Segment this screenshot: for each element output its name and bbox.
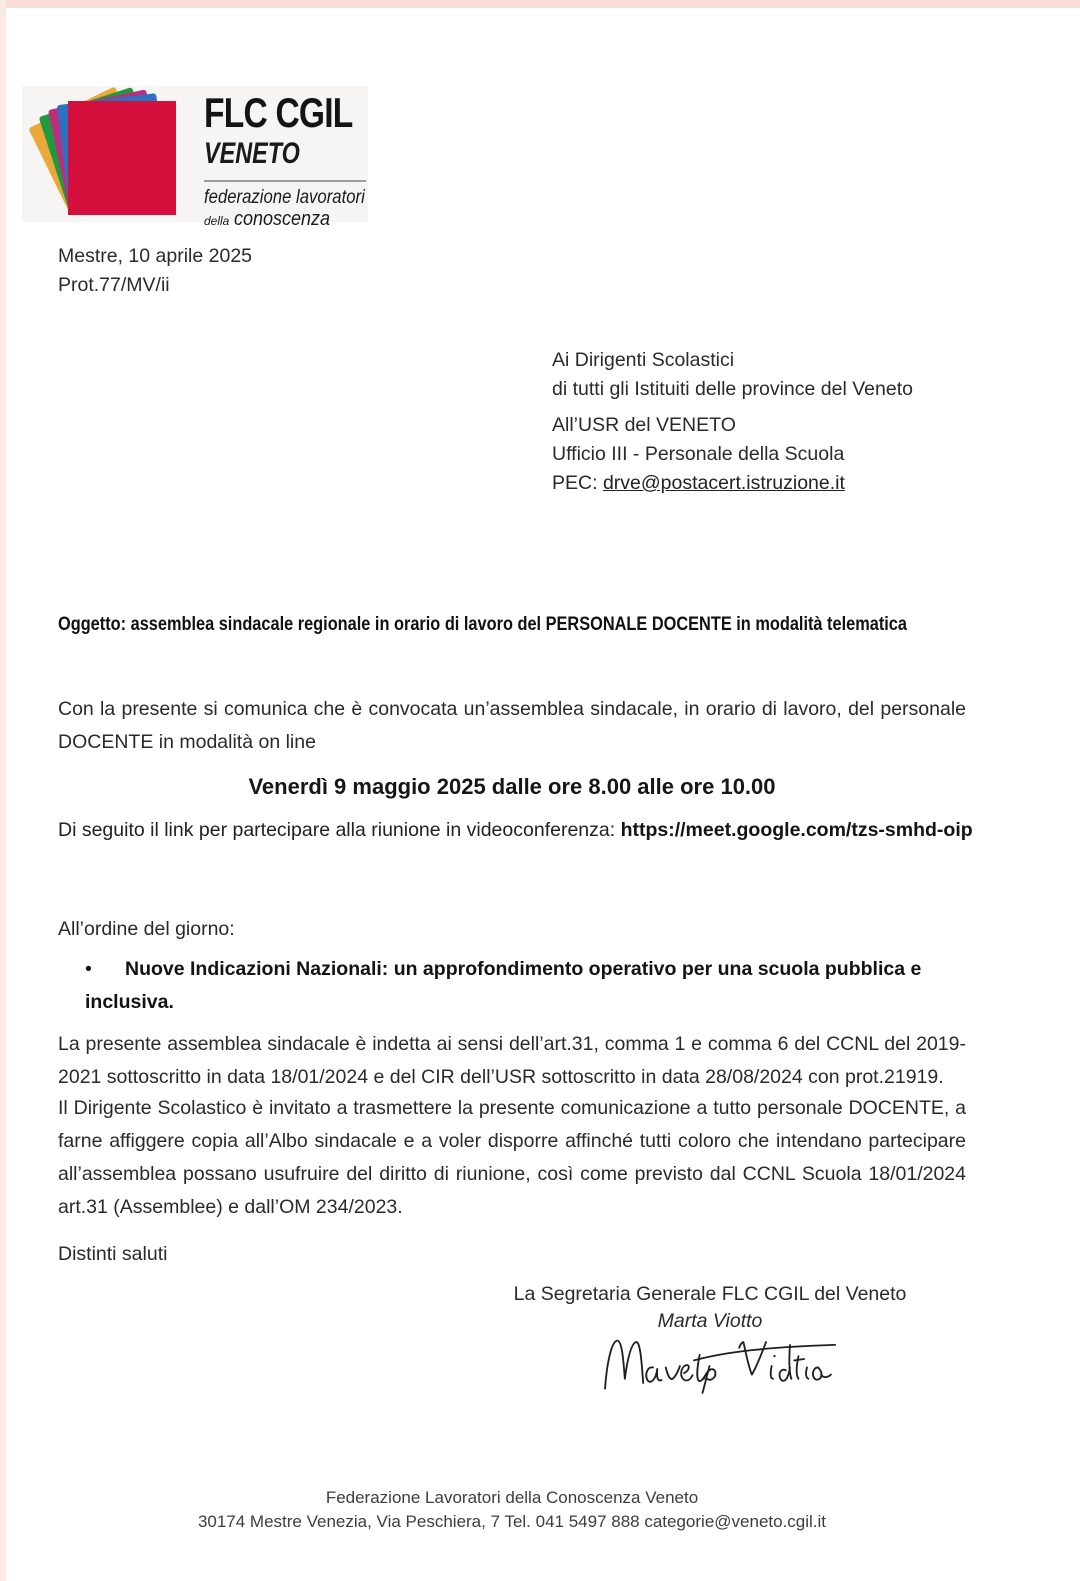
scan-edge-top — [0, 0, 1080, 8]
recipient-line: di tutti gli Istituiti delle province del Veneto — [552, 378, 913, 400]
event-datetime-line: Venerdì 9 maggio 2025 dalle ore 8.00 alle ore 10.00 — [248, 774, 776, 799]
logo-region-name: VENETO — [204, 137, 300, 170]
recipient-pec-line — [552, 469, 913, 498]
logo-subtitle-line1: federazione lavoratori — [204, 187, 365, 208]
bullet-marker: • — [85, 958, 92, 980]
subject-line: Oggetto: assemblea sindacale regionale in orario di lavoro del PERSONALE DOCENTE in modalità telematica — [58, 614, 907, 635]
pec-label: PEC: — [552, 472, 603, 494]
signer-name: Marta Viotto — [657, 1310, 763, 1332]
recipient-line: All’USR del VENETO — [552, 414, 736, 436]
scan-edge-left — [0, 0, 6, 1581]
date-protocol-block — [58, 242, 252, 300]
protocol-number: Prot.77/MV/ii — [58, 274, 170, 296]
meet-link[interactable]: https://meet.google.com/tzs-smhd-oip — [620, 819, 973, 841]
videoconference-link-line — [58, 814, 1018, 847]
link-label: Di seguito il link per partecipare alla riunione in videoconferenza: — [58, 819, 621, 841]
logo-separator-line — [204, 180, 366, 182]
logo-org-name: FLC CGIL — [204, 89, 353, 136]
logo-pages-fan-icon — [22, 86, 182, 222]
flc-cgil-logo — [22, 86, 368, 230]
agenda-bullet-text: Nuove Indicazioni Nazionali: un approfondimento operativo per una scuola pubblica e inclusiva. — [85, 958, 922, 1013]
legal-paragraph-1: La presente assemblea sindacale è indetta ai sensi dell’art.31, comma 1 e comma 6 del CCNL del 2019-2021 sottoscritto in data 18/01/2024 e del CIR dell’USR sottoscritto in data 28/08/2024 con prot.21919. — [58, 1033, 966, 1088]
logo-subtitle-line2: della conoscenza — [204, 208, 330, 230]
signer-role: La Segretaria Generale FLC CGIL del Veneto — [513, 1283, 907, 1305]
closing-salutation: Distinti saluti — [58, 1243, 168, 1265]
legal-paragraph-2: Il Dirigente Scolastico è invitato a trasmettere la presente comunicazione a tutto personale DOCENTE, a farne affiggere copia all’Albo sindacale e a voler disporre affinché tutti coloro che intendano partecipare all’assemblea possano usufruire del diritto di riunione, così come previsto dal CCNL Scuola 18/01/2024 art.31 (Assemblee) e dall’OM 234/2023. — [58, 1097, 966, 1218]
recipient-line: Ai Dirigenti Scolastici — [552, 349, 735, 371]
pec-email-link[interactable]: drve@postacert.istruzione.it — [602, 472, 845, 494]
footer-org-line: Federazione Lavoratori della Conoscenza Veneto — [325, 1488, 699, 1507]
place-date: Mestre, 10 aprile 2025 — [58, 245, 253, 267]
footer-address-line: 30174 Mestre Venezia, Via Peschiera, 7 Tel. 041 5497 888 categorie@veneto.cgil.it — [197, 1512, 827, 1531]
recipient-line: Ufficio III - Personale della Scuola — [552, 443, 845, 465]
agenda-bullet-item — [85, 953, 985, 1019]
intro-paragraph: Con la presente si comunica che è convocata un’assemblea sindacale, in orario di lavoro, del personale DOCENTE in modalità on line — [58, 698, 966, 753]
logo-wordmark — [204, 90, 372, 231]
letterhead-footer — [58, 1486, 966, 1534]
agenda-heading: All’ordine del giorno: — [58, 918, 235, 940]
handwritten-signature — [598, 1322, 838, 1396]
recipients-block — [552, 346, 913, 498]
